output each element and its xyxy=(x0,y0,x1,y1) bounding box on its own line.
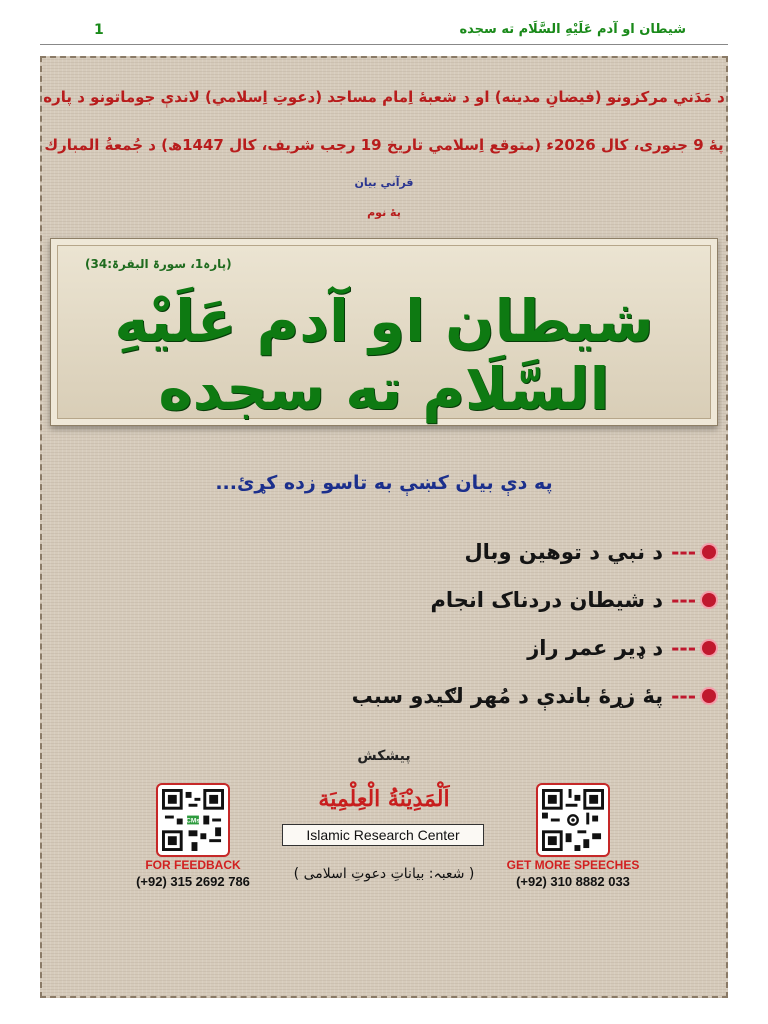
feedback-phone[interactable]: (+92) 315 2692 786 xyxy=(136,874,250,889)
qr-code-icon xyxy=(542,789,604,851)
madinatul-ilmiya-logo: اَلْمَدِيْنَةُ الْعِلْمِيَة xyxy=(318,786,450,812)
intro-line-2: پهٔ 9 جنورى، كال 2026ء (متوقع اِسلامي تاريخ 19 رجب شريف، كال 1447ھ) د جُمعةُ المبارك xyxy=(44,136,724,154)
page-number: 1 xyxy=(94,22,104,38)
speeches-qr-code[interactable] xyxy=(536,783,610,857)
main-title: شيطان او آدم عَلَيْهِ السَّلَام ته سجده xyxy=(114,287,654,423)
flower-icon xyxy=(702,545,716,559)
list-item xyxy=(56,576,716,624)
header-divider xyxy=(40,44,728,45)
bullet-dash: --- xyxy=(671,588,696,612)
speeches-phone[interactable]: (+92) 310 8882 033 xyxy=(516,874,630,889)
list-item-text: پهٔ زړهٔ باندې د مُهر لګيدو سبب xyxy=(351,684,664,708)
list-item xyxy=(56,624,716,672)
flower-icon xyxy=(702,593,716,607)
irc-label: Islamic Research Center xyxy=(282,824,484,846)
bullet-dash: --- xyxy=(671,540,696,564)
presented-by: پیشکش xyxy=(357,748,411,764)
flower-icon xyxy=(702,689,716,703)
topic-list xyxy=(56,528,716,720)
running-header-title: شيطان او آدم عَلَيْهِ السَّلَام ته سجده xyxy=(459,22,686,37)
bullet-dash: --- xyxy=(671,636,696,660)
intro-line-1: د مَدَني مرکزونو (فيضانِ مدينه) او د شعبهٔ اِمام مساجد (دعوتِ اِسلامي) لاندې جوماتونو د پاره xyxy=(43,88,725,106)
list-item-text: د ډير عمر راز xyxy=(527,636,664,660)
subheading: په دې بيان کښې به تاسو زده کړئ... xyxy=(215,472,553,494)
list-item xyxy=(56,672,716,720)
feedback-caption: FOR FEEDBACK xyxy=(145,858,241,872)
speeches-caption: GET MORE SPEECHES xyxy=(506,858,640,872)
title-banner xyxy=(50,238,718,426)
flower-icon xyxy=(702,641,716,655)
quran-reference: (پارہ1، سورۃ البقرۃ:34) xyxy=(85,257,232,271)
bullet-dash: --- xyxy=(671,684,696,708)
list-item xyxy=(56,528,716,576)
department-label: ( شعبہ: بیاناتِ دعوتِ اسلامی ) xyxy=(293,866,475,882)
list-item-text: د شيطان دردناک انجام xyxy=(430,588,664,612)
qr-badge-text: CMs xyxy=(186,817,200,825)
intro-line-3: قرآني بيان xyxy=(354,176,414,189)
intro-line-4: پهٔ نوم xyxy=(367,206,401,219)
list-item-text: د نبي د توهين وبال xyxy=(464,540,664,564)
page-frame xyxy=(40,56,728,998)
